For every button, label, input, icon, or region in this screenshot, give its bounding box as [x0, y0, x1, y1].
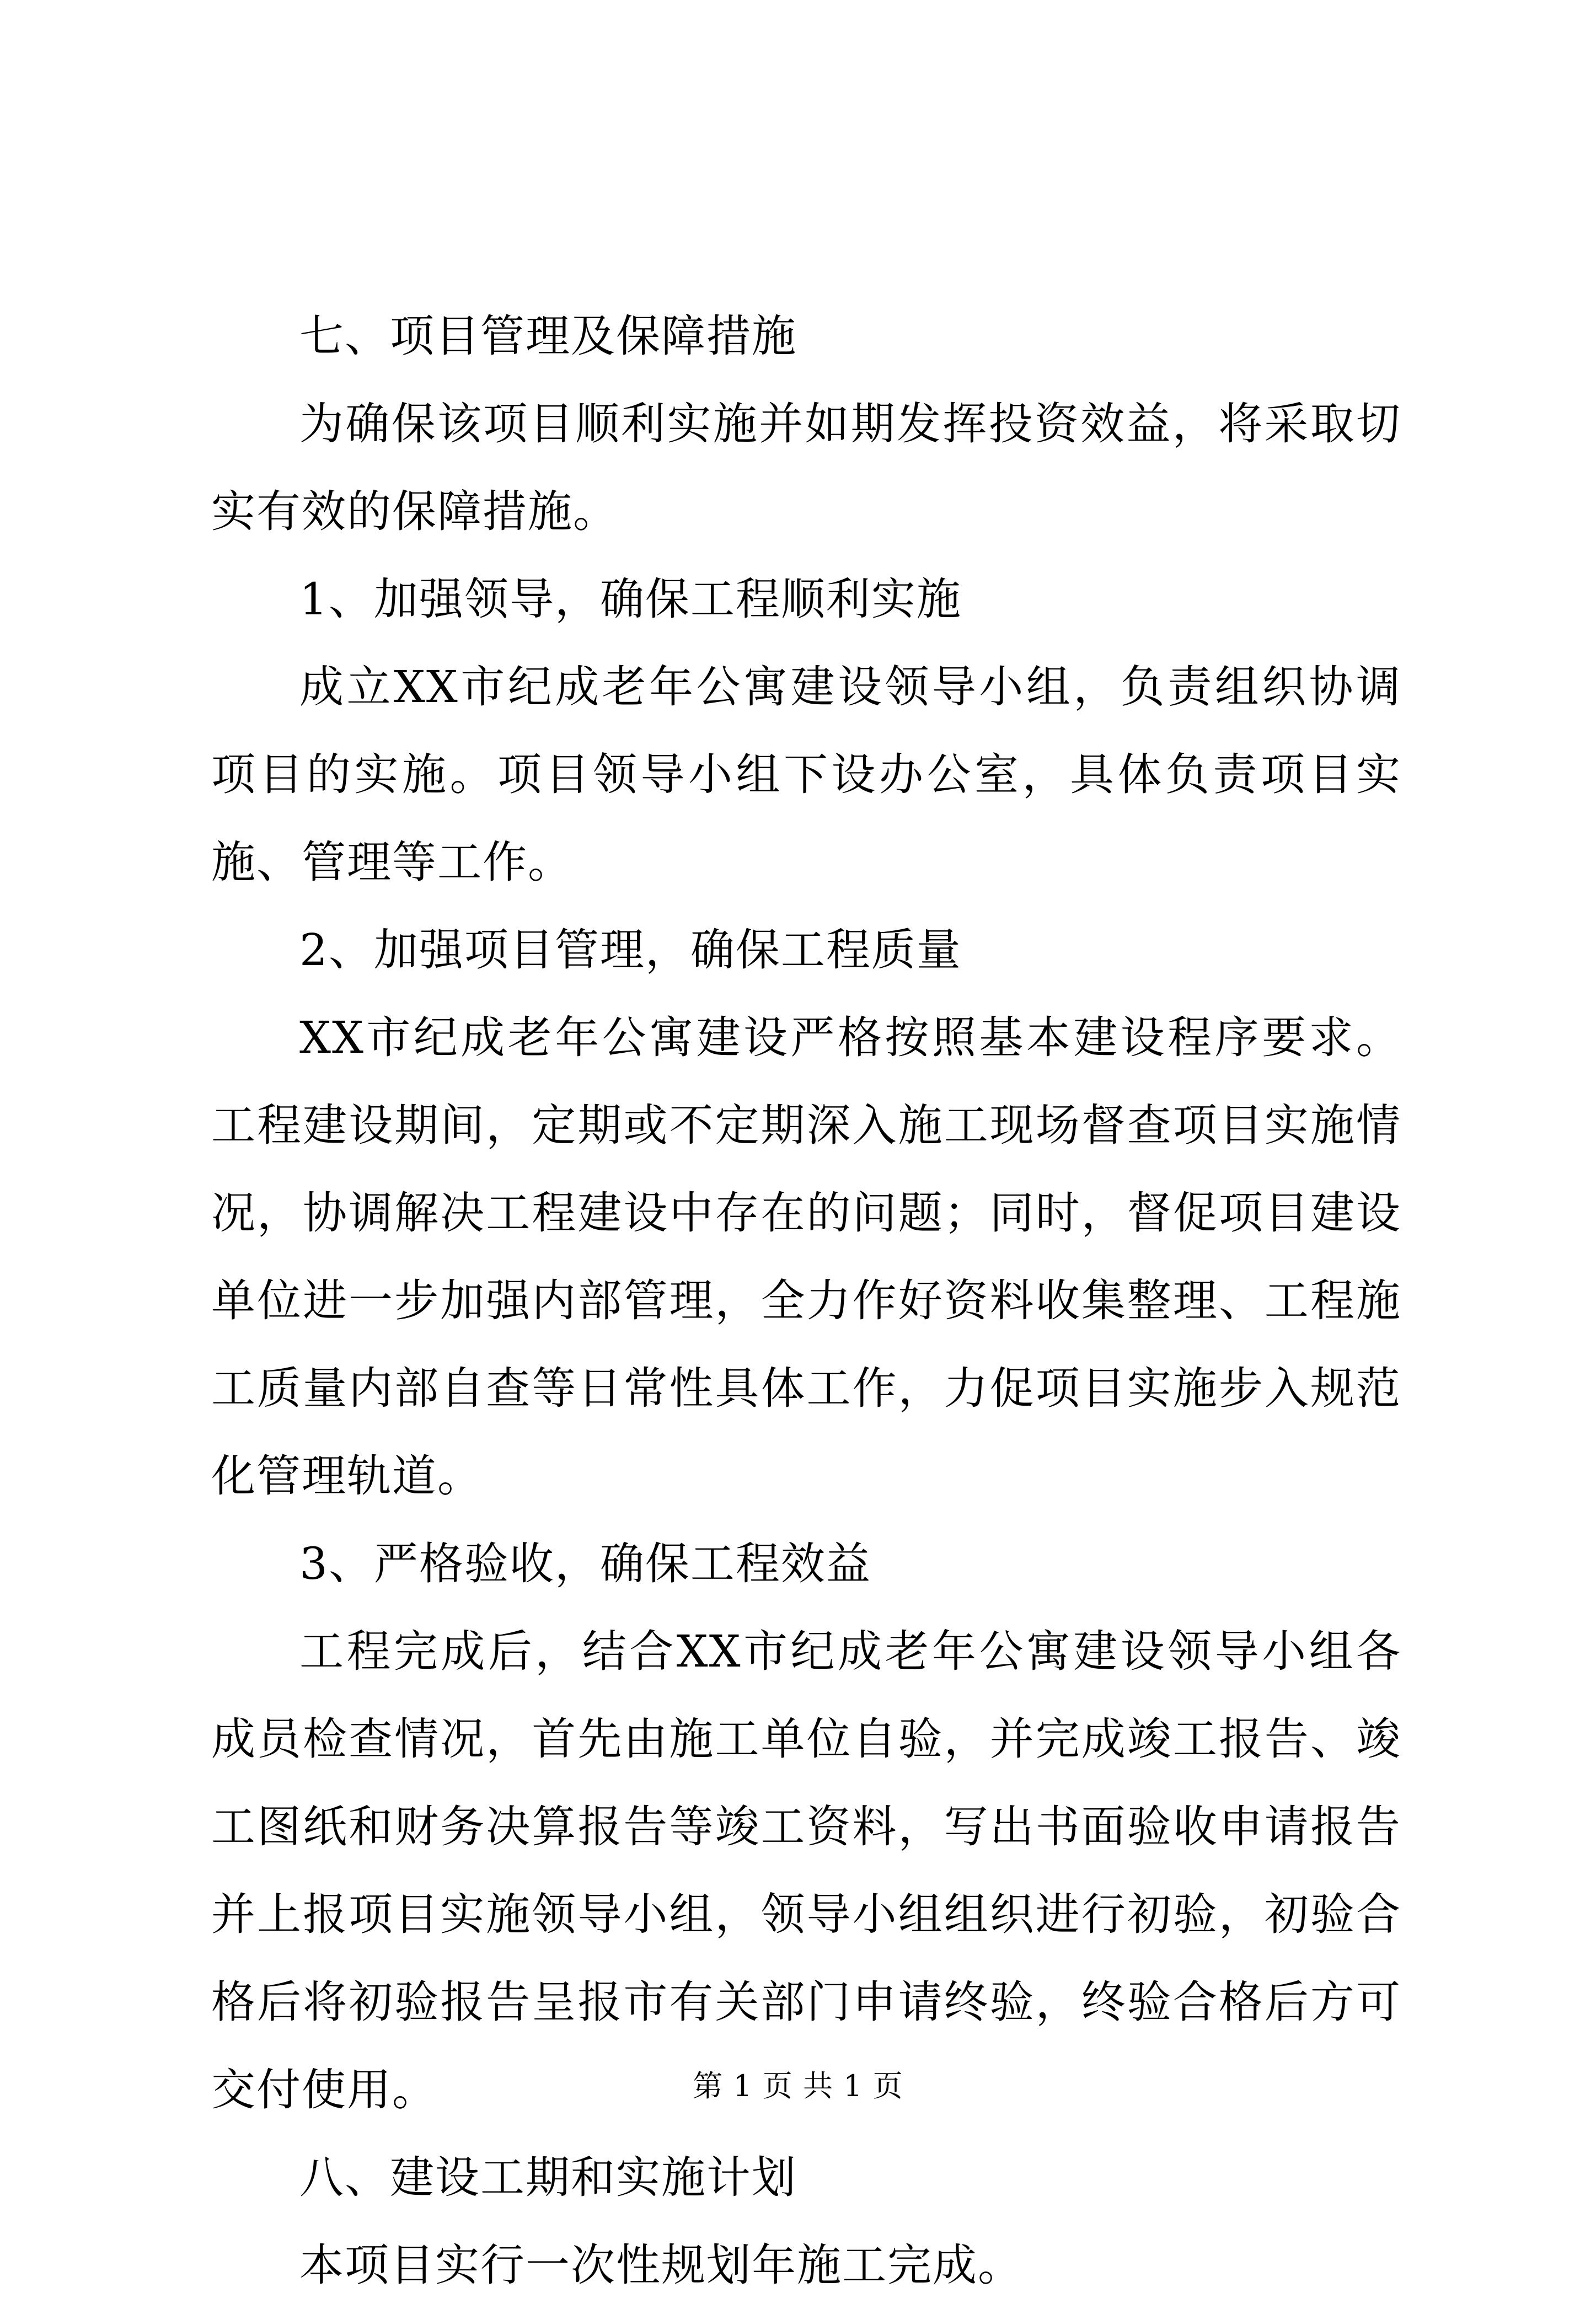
body-paragraph: 工程完成后，结合XX市纪成老年公寓建设领导小组各成员检查情况，首先由施工单位自验，并完成竣工报告、竣工图纸和财务决算报告等竣工资料，写出书面验收申请报告并上报项目实施领导小组，领导小组组织进行初验，初验合格后将初验报告呈报市有关部门申请终验，终验合格后方可交付使用。	[211, 1626, 1401, 2115]
body-paragraph: XX市纪成老年公寓建设严格按照基本建设程序要求。工程建设期间，定期或不定期深入施工现场督查项目实施情况，协调解决工程建设中存在的问题；同时，督促项目建设单位进一步加强内部管理，全力作好资料收集整理、工程施工质量内部自查等日常性具体工作，力促项目实施步入规范化管理轨道。	[211, 1012, 1401, 1502]
page-footer	[0, 2067, 1596, 2106]
section-heading-8: 八、建设工期和实施计划	[299, 2152, 797, 2203]
section-heading-7: 七、项目管理及保障措施	[299, 310, 797, 362]
body-paragraph: 本项目实行一次性规划年施工完成。	[299, 2240, 1023, 2291]
body-paragraph: 成立XX市纪成老年公寓建设领导小组，负责组织协调项目的实施。项目领导小组下设办公室，具体负责项目实施、管理等工作。	[211, 661, 1401, 888]
subsection-heading-2: 2、加强项目管理，确保工程质量	[299, 924, 962, 976]
body-paragraph: 为确保该项目顺利实施并如期发挥投资效益，将采取切实有效的保障措施。	[211, 398, 1401, 537]
subsection-heading-1: 1、加强领导，确保工程顺利实施	[299, 574, 962, 625]
page-number: 第 1 页 共 1 页	[693, 2069, 903, 2103]
subsection-heading-3: 3、严格验收，确保工程效益	[299, 1538, 871, 1589]
document-body	[211, 292, 1401, 2309]
